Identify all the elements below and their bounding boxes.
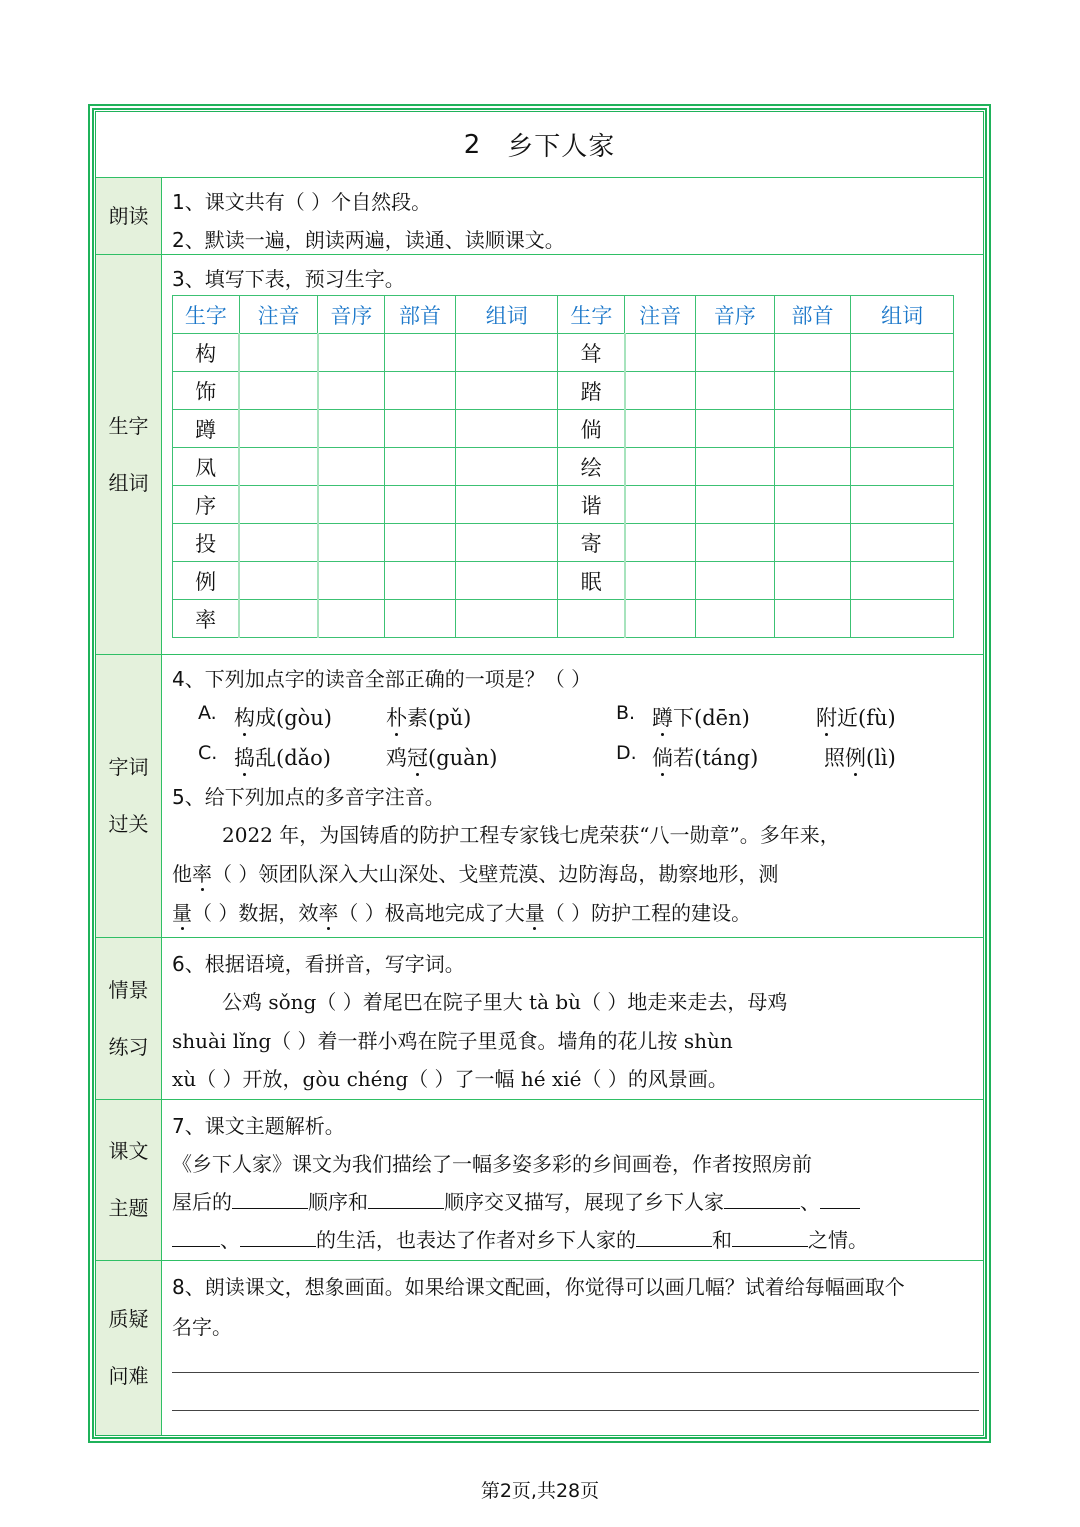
section-label: 课文 主题 xyxy=(96,1100,162,1260)
theme-line-1: 《乡下人家》课文为我们描绘了一幅多姿多彩的乡间画卷，作者按照房前 xyxy=(172,1152,812,1176)
option-d-letter: D. xyxy=(616,742,637,764)
question-4: 4、下列加点字的读音全部正确的一项是？（ ） xyxy=(172,667,592,691)
section-label: 质疑 问难 xyxy=(96,1261,162,1435)
table-header: 生字 注音 音序 部首 组词 生字 注音 音序 部首 组词 xyxy=(173,296,954,334)
answer-line[interactable] xyxy=(172,1410,979,1411)
section-theme xyxy=(96,1100,983,1261)
section-context xyxy=(96,938,983,1100)
passage-line-1: 2022 年，为国铸盾的防护工程专家钱七虎荣获“八一勋章”。多年来， xyxy=(222,823,840,847)
passage-line-3: 量（ ）数据，效率（ ）极高地完成了大量（ ）防护工程的建设。 xyxy=(172,897,975,926)
answer-line[interactable] xyxy=(172,1372,979,1373)
context-line-2: shuài lǐng（ ）着一群小鸡在院子里觅食。墙角的花儿按 shùn xyxy=(172,1029,733,1053)
table-row: 凤 绘 xyxy=(173,448,954,486)
option-b-letter: B. xyxy=(616,702,636,724)
answer-blank[interactable] xyxy=(240,1226,316,1247)
section-characters xyxy=(96,255,983,655)
table-row: 序 谐 xyxy=(173,486,954,524)
question-6: 6、根据语境，看拼音，写字词。 xyxy=(172,952,465,976)
page-number: 第2页,共28页 xyxy=(480,1480,600,1502)
passage-line-2: 他率（ ）领团队深入大山深处、戈壁荒漠、边防海岛，勘察地形，测 xyxy=(172,858,975,887)
question-8: 8、朗读课文，想象画面。如果给课文配画，你觉得可以画几幅？试着给每幅画取个 xyxy=(172,1275,905,1299)
table-row: 构 耸 xyxy=(173,334,954,372)
answer-blank[interactable] xyxy=(724,1188,800,1209)
question-8-cont: 名字。 xyxy=(172,1315,232,1339)
section-label: 生字 组词 xyxy=(96,255,162,654)
character-table xyxy=(172,295,954,638)
answer-blank[interactable] xyxy=(172,1226,220,1247)
table-row: 例 眠 xyxy=(173,562,954,600)
table-row: 率 xyxy=(173,600,954,638)
theme-line-2: 屋后的 顺序和 顺序交叉描写，展现了乡下人家 、 xyxy=(172,1186,975,1215)
section-reading xyxy=(96,178,983,255)
question-3: 3、填写下表，预习生字。 xyxy=(172,267,405,291)
section-label: 朗读 xyxy=(96,178,162,254)
answer-blank[interactable] xyxy=(636,1226,712,1247)
context-line-1: 公鸡 sǒng（ ）着尾巴在院子里大 tà bù（ ）地走来走去，母鸡 xyxy=(222,990,788,1014)
lesson-number: 2 xyxy=(463,129,482,160)
answer-blank[interactable] xyxy=(820,1188,860,1209)
table-row: 蹲 倘 xyxy=(173,410,954,448)
option-c-letter: C. xyxy=(198,742,218,764)
question-2: 2、默读一遍，朗读两遍，读通、读顺课文。 xyxy=(172,228,565,252)
context-line-3: xù（ ）开放，gòu chéng（ ）了一幅 hé xié（ ）的风景画。 xyxy=(172,1067,728,1091)
answer-blank[interactable] xyxy=(368,1188,444,1209)
answer-blank[interactable] xyxy=(732,1226,808,1247)
question-5: 5、给下列加点的多音字注音。 xyxy=(172,785,445,809)
section-words: 字词 过关 4、下列加点字的读音全部正确的一项是？（ ） A. 构成(gòu) 朴素(pǔ) B. 蹲下(dēn) 附近(fù) C. 捣乱(dǎo) 鸡冠(guàn) D. 倘若(táng) 照例(lì) 5、给下列加点的多音字注音。 2022 年，为国铸盾的防护工程专家钱七虎荣获“八一勋章”。多年来， 他率（ ）领团队深入大山深处、戈壁荒漠、边防海岛，勘察地形，测 量（ ）数据，效率（ ）极高地完成了大量（ ）防护工程的建设。 xyxy=(96,655,983,938)
answer-blank[interactable] xyxy=(232,1188,308,1209)
option-a-letter: A. xyxy=(198,702,217,724)
page-title xyxy=(96,112,983,178)
question-7: 7、课文主题解析。 xyxy=(172,1114,345,1138)
question-1: 1、课文共有（ ）个自然段。 xyxy=(172,190,432,214)
section-questions xyxy=(96,1261,983,1435)
section-label: 情景 练习 xyxy=(96,938,162,1099)
lesson-title: 乡下人家 xyxy=(507,132,616,162)
table-row: 投 寄 xyxy=(173,524,954,562)
table-row: 饰 踏 xyxy=(173,372,954,410)
worksheet-frame xyxy=(88,104,991,1443)
section-label: 字词 过关 xyxy=(96,655,162,937)
theme-line-3: 、 的生活，也表达了作者对乡下人家的 和 之情。 xyxy=(172,1224,975,1253)
